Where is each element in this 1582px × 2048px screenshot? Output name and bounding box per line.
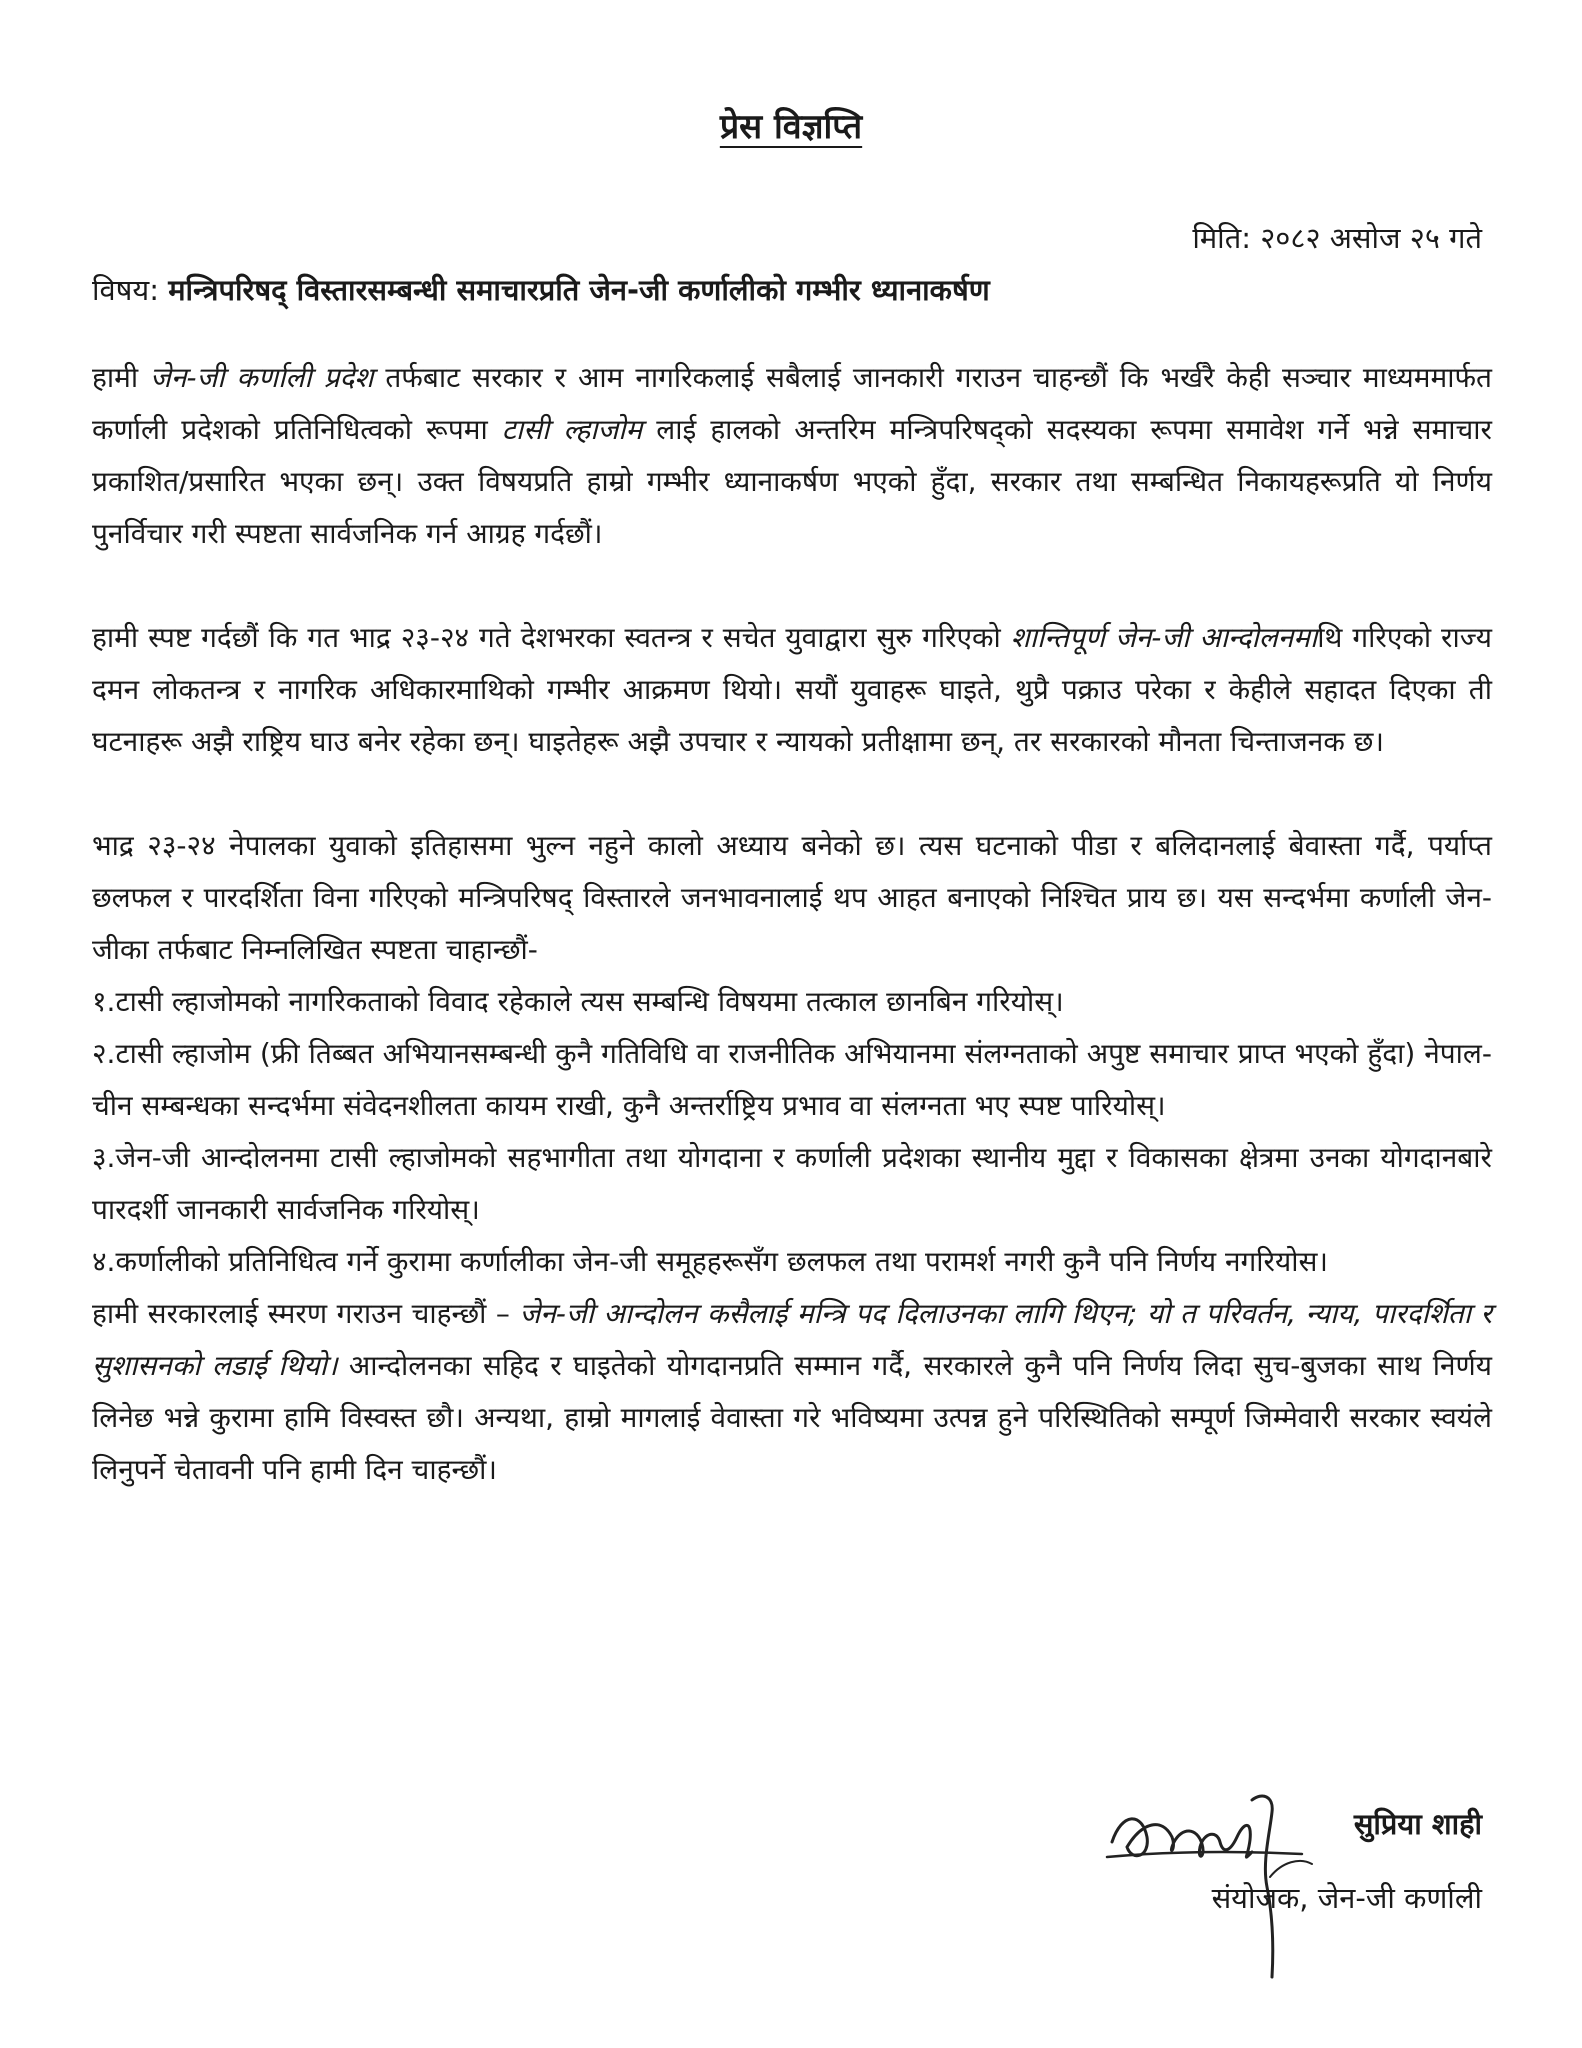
paragraph-3: भाद्र २३-२४ नेपालका युवाको इतिहासमा भुल्न नहुने कालो अध्याय बनेको छ। त्यस घटनाको पीडा र बलिदानलाई बेवास्ता गर्दै, पर्याप्त छलफल र पारदर्शिता विना गरिएको मन्त्रिपरिषद् विस्तारले जनभावनालाई थप आहत बनाएको निश्चित प्राय छ। यस सन्दर्भमा कर्णाली जेन-जीका तर्फबाट निम्नलिखित स्पष्टता चाहान्छौं- bbox=[92, 829, 1492, 966]
p1-italic-1: जेन-जी कर्णाली प्रदेश bbox=[150, 361, 374, 394]
p2-italic-1: शान्तिपूर्ण जेन-जी आन्दोलनमा bbox=[1010, 621, 1318, 654]
point-4: ४.कर्णालीको प्रतिनिधित्व गर्ने कुरामा कर्णालीका जेन-जी समूहहरूसँग छलफल तथा परामर्श नगरी कुनै पनि निर्णय नगरियोस। bbox=[92, 1245, 1329, 1278]
title-text: प्रेस विज्ञप्ति bbox=[719, 107, 863, 147]
document-body bbox=[92, 352, 1492, 1496]
signatory-name: सुप्रिया शाही bbox=[1353, 1807, 1482, 1841]
date-line: मिति: २०८२ असोज २५ गते bbox=[1192, 221, 1482, 255]
closing-text-2: आन्दोलनका सहिद र घाइतेको योगदानप्रति सम्मान गर्दै, सरकारले कुनै पनि निर्णय लिदा सुच-बुजका साथ निर्णय लिनेछ भन्ने कुरामा हामि विस्वस्त छौ। अन्यथा, हाम्रो मागलाई वेवास्ता गरे भविष्यमा उत्पन्न हुने परिस्थितिको सम्पूर्ण जिम्मेवारी सरकार स्वयंले लिनुपर्ने चेतावनी पनि हामी दिन चाहन्छौं। bbox=[92, 1349, 1492, 1486]
signatory-role: संयोजक, जेन-जी कर्णाली bbox=[1211, 1881, 1482, 1915]
point-2: २.टासी ल्हाजोम (फ्री तिब्बत अभियानसम्बन्धी कुनै गतिविधि वा राजनीतिक अभियानमा संलग्नताको अपुष्ट समाचार प्राप्त भएको हुँदा) नेपाल-चीन सम्बन्धका सन्दर्भमा संवेदनशीलता कायम राखी, कुनै अन्तर्राष्ट्रिय प्रभाव वा संलग्नता भए स्पष्ट पारियोस्। bbox=[92, 1037, 1492, 1122]
paragraph-1 bbox=[92, 352, 1492, 560]
p1-text-2: तर्फबाट सरकार र आम नागरिकलाई सबैलाई जानकारी गराउन चाहन्छौं कि भर्खरै केही सञ्चार माध्यममार्फत कर्णाली प्रदेशको प्रतिनिधित्वको रूपमा bbox=[92, 361, 1492, 446]
point-1: १.टासी ल्हाजोमको नागरिकताको विवाद रहेकाले त्यस सम्बन्धि विषयमा तत्काल छानबिन गरियोस्। bbox=[92, 985, 1064, 1018]
subject-text: मन्त्रिपरिषद् विस्तारसम्बन्धी समाचारप्रति जेन-जी कर्णालीको गम्भीर ध्यानाकर्षण bbox=[168, 273, 990, 307]
document-title bbox=[0, 102, 1582, 148]
closing-italic: जेन-जी आन्दोलन कसैलाई मन्त्रि पद दिलाउनका लागि थिएन; यो त परिवर्तन, न्याय, पारदर्शिता र सुशासनको लडाई थियो। bbox=[92, 1297, 1492, 1382]
point-3: ३.जेन-जी आन्दोलनमा टासी ल्हाजोमको सहभागीता तथा योगदाना र कर्णाली प्रदेशका स्थानीय मुद्दा र विकासका क्षेत्रमा उनका योगदानबारे पारदर्शी जानकारी सार्वजनिक गरियोस्। bbox=[92, 1141, 1492, 1226]
subject-line bbox=[92, 270, 1492, 309]
p1-text-1: हामी bbox=[92, 361, 151, 394]
p1-italic-2: टासी ल्हाजोम bbox=[501, 413, 643, 446]
paragraph-2 bbox=[92, 612, 1492, 768]
closing-text-1: हामी सरकारलाई स्मरण गराउन चाहन्छौं – bbox=[92, 1297, 520, 1330]
subject-label: विषय: bbox=[92, 273, 159, 307]
p2-text-2: थि गरिएको राज्य दमन लोकतन्त्र र नागरिक अधिकारमाथिको गम्भीर आक्रमण थियो। सयौं युवाहरू घाइते, थुप्रै पक्राउ परेका र केहीले सहादत दिएका ती घटनाहरू अझै राष्ट्रिय घाउ बनेर रहेका छन्। घाइतेहरू अझै उपचार र न्यायको प्रतीक्षामा छन्, तर सरकारको मौनता चिन्ताजनक छ। bbox=[92, 621, 1492, 758]
p2-text-1: हामी स्पष्ट गर्दछौं कि गत भाद्र २३-२४ गते देशभरका स्वतन्त्र र सचेत युवाद्वारा सुरु गरिएको bbox=[92, 621, 1011, 654]
signature-block bbox=[1082, 1782, 1482, 1992]
p1-text-3: लाई हालको अन्तरिम मन्त्रिपरिषद्को सदस्यका रूपमा समावेश गर्ने भन्ने समाचार प्रकाशित/प्रसारित भएका छन्। उक्त विषयप्रति हाम्रो गम्भीर ध्यानाकर्षण भएको हुँदा, सरकार तथा सम्बन्धित निकायहरूप्रति यो निर्णय पुनर्विचार गरी स्पष्टता सार्वजनिक गर्न आग्रह गर्दछौं। bbox=[92, 413, 1492, 550]
closing-paragraph bbox=[92, 1288, 1492, 1496]
